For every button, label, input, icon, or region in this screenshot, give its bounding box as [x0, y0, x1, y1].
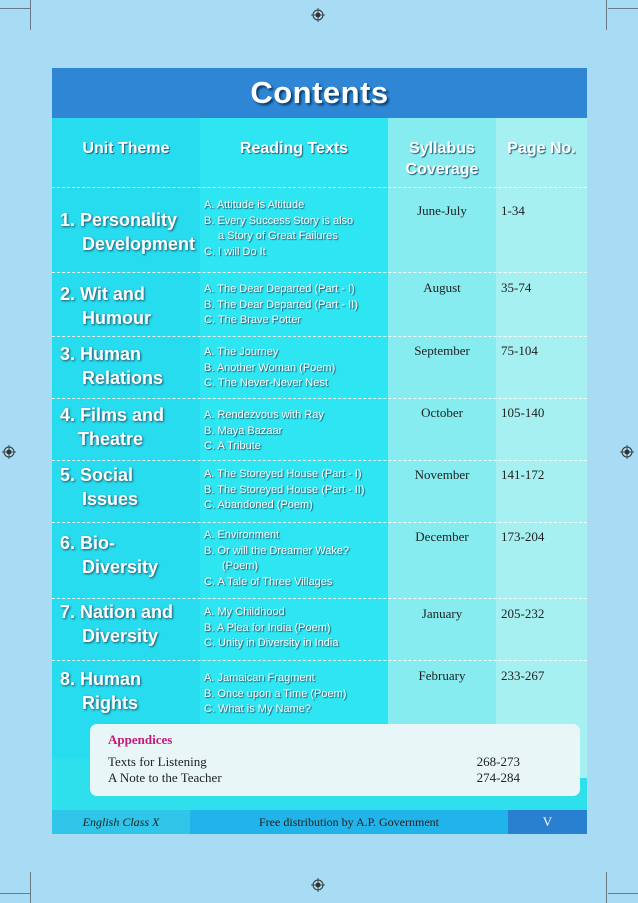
reading-texts-list: [204, 198, 353, 260]
reading-text-item: C. I will Do It: [204, 245, 266, 258]
unit-theme-line1: 7. Nation and: [60, 602, 174, 622]
footer-page-number: V: [508, 810, 587, 834]
unit-theme: [60, 463, 138, 511]
reading-text-item: B. A Plea for India (Poem): [204, 621, 331, 634]
reading-text-item: B. Once upon a Time (Poem): [204, 687, 347, 700]
reading-text-item: B. Another Woman (Poem): [204, 361, 336, 374]
unit-theme-line2: Theatre: [78, 429, 144, 449]
syllabus-month: October: [421, 405, 463, 420]
unit-theme: [60, 667, 141, 715]
appendix-item: [108, 754, 520, 770]
appendix-pages: 274-284: [476, 770, 520, 785]
reading-texts-list: [204, 528, 349, 590]
reading-texts-list: [204, 408, 324, 455]
reading-text-item: B. Maya Bazaar: [204, 424, 283, 437]
unit-theme: [60, 531, 158, 579]
unit-theme-line2: Diversity: [82, 626, 159, 646]
crop-mark: [0, 8, 30, 9]
unit-theme-line2: Development: [82, 234, 196, 254]
reading-text-item: A. Rendezvous with Ray: [204, 409, 324, 421]
crop-mark: [606, 0, 607, 30]
header-reading-texts: Reading Texts: [239, 140, 349, 157]
page-range: 105-140: [501, 405, 545, 420]
page-range: 1-34: [501, 203, 525, 218]
unit-theme-line2: Humour: [82, 308, 151, 328]
syllabus-month: June-July: [417, 203, 467, 218]
reading-text-item: A. Environment: [204, 529, 280, 541]
crop-mark: [606, 872, 607, 903]
row-divider: [52, 522, 587, 523]
title-bar: [52, 68, 587, 118]
unit-theme-line1: 4. Films and: [60, 405, 165, 425]
header-unit-theme: Unit Theme: [82, 140, 170, 157]
syllabus-month: September: [414, 343, 470, 358]
page-range: 35-74: [501, 280, 532, 295]
row-divider: [52, 272, 587, 273]
registration-mark-icon: [311, 8, 325, 22]
reading-texts-list: [204, 282, 358, 329]
appendices-heading: Appendices: [108, 732, 173, 747]
appendices-box: [90, 724, 580, 796]
crop-mark: [30, 872, 31, 903]
reading-text-item: C. What is My Name?: [204, 703, 311, 715]
unit-theme-line1: 1. Personality: [60, 210, 178, 230]
unit-theme-line1: 6. Bio-: [60, 533, 116, 553]
row-divider: [52, 598, 587, 599]
row-divider: [52, 336, 587, 337]
syllabus-month: November: [414, 467, 470, 482]
row-divider: [52, 460, 587, 461]
registration-mark-icon: [2, 445, 16, 459]
crop-mark: [0, 893, 30, 894]
reading-texts-list: [204, 605, 339, 652]
reading-text-item: A. The Dear Departed (Part - I): [204, 283, 355, 295]
unit-theme-line1: 2. Wit and: [60, 284, 145, 304]
unit-theme: [60, 342, 163, 390]
reading-texts-list: [204, 671, 346, 718]
reading-text-item: B. The Storeyed House (Part - II): [204, 483, 365, 496]
reading-text-item: A. Jamaican Fragment: [204, 672, 315, 684]
unit-theme-line1: 5. Social: [60, 465, 134, 485]
crop-mark: [608, 8, 638, 9]
reading-texts-list: [204, 467, 365, 514]
reading-text-item: C. The Never-Never Nest: [204, 377, 328, 389]
appendix-label: Texts for Listening: [108, 754, 207, 769]
page-range: 205-232: [501, 606, 545, 621]
reading-text-item: B. Every Success Story is also: [204, 214, 354, 227]
reading-text-item: A. The Storeyed House (Part - I): [204, 468, 362, 480]
unit-theme-line2: Rights: [82, 693, 138, 713]
crop-mark: [608, 893, 638, 894]
reading-text-item: a Story of Great Failures: [218, 230, 338, 242]
reading-text-item: C. A Tribute: [204, 440, 261, 452]
reading-text-item: A. Attitude is Altitude: [204, 199, 305, 211]
page-footer: [52, 810, 587, 834]
unit-theme: [60, 208, 195, 256]
appendix-label: A Note to the Teacher: [108, 770, 222, 785]
reading-texts-list: [204, 345, 335, 392]
row-divider: [52, 660, 587, 661]
contents-page: [52, 68, 587, 834]
row-divider: [52, 187, 587, 188]
footer-distribution: Free distribution by A.P. Government: [190, 810, 508, 834]
reading-text-item: (Poem): [222, 560, 259, 572]
reading-text-item: C. Abandoned (Poem): [204, 499, 313, 511]
appendix-pages: 268-273: [476, 754, 520, 769]
unit-theme: [60, 403, 164, 451]
page-range: 173-204: [501, 529, 545, 544]
appendix-item: [108, 770, 520, 786]
unit-theme-line2: Issues: [82, 489, 139, 509]
registration-mark-icon: [620, 445, 634, 459]
row-divider: [52, 398, 587, 399]
unit-theme-line1: 3. Human: [60, 344, 142, 364]
crop-mark: [30, 0, 31, 30]
unit-theme: [60, 282, 151, 330]
page-range: 75-104: [501, 343, 538, 358]
unit-theme: [60, 600, 173, 648]
syllabus-month: February: [418, 668, 466, 683]
unit-theme-line2: Diversity: [82, 557, 159, 577]
reading-text-item: C. A Tale of Three Villages: [204, 575, 333, 588]
page-title: Contents: [250, 75, 389, 110]
reading-text-item: C. Unity in Diversity in India: [204, 637, 339, 649]
page-range: 233-267: [501, 668, 545, 683]
reading-text-item: B. The Dear Departed (Part - II): [204, 298, 358, 311]
reading-text-item: A. My Childhood: [204, 606, 285, 618]
registration-mark-icon: [311, 878, 325, 892]
reading-text-item: B. Or will the Dreamer Wake?: [204, 544, 350, 557]
syllabus-month: January: [421, 606, 463, 621]
header-syllabus: [388, 138, 496, 180]
header-page-no: Page No.: [507, 140, 576, 157]
syllabus-month: August: [423, 280, 461, 295]
header-syllabus-line2: Coverage: [405, 161, 479, 178]
page-range: 141-172: [501, 467, 545, 482]
reading-text-item: C. The Brave Potter: [204, 314, 302, 326]
reading-text-item: A. The Journey: [204, 346, 279, 358]
header-syllabus-line1: Syllabus: [409, 140, 475, 157]
syllabus-month: December: [415, 529, 469, 544]
footer-book-title: English Class X: [52, 810, 190, 834]
unit-theme-line2: Relations: [82, 368, 164, 388]
unit-theme-line1: 8. Human: [60, 669, 142, 689]
